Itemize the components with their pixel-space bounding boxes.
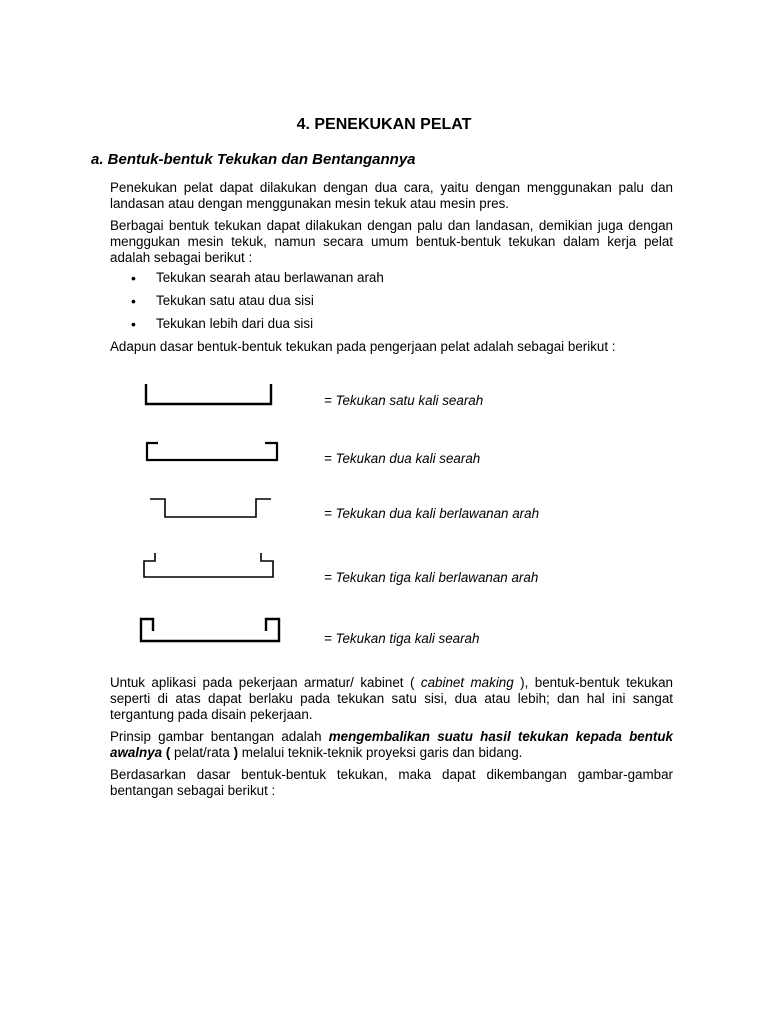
- paragraph-bend-forms: Berbagai bentuk tekukan dapat dilakukan dengan palu dan landasan, demikian juga dengan menggukan mesin tekuk, namun secara umum bentuk-bentuk tekukan dalam kerja pelat adalah sebagai berikut :: [110, 218, 673, 265]
- triple-bend-same-direction-icon: [141, 619, 279, 641]
- figure-label-double-bend-opposite: = Tekukan dua kali berlawanan arah: [324, 506, 540, 521]
- single-bend-icon: [146, 384, 271, 404]
- paragraph-development-drawings: Berdasarkan dasar bentuk-bentuk tekukan, maka dapat dikembangan gambar-gambar bentangan sebagai berikut :: [110, 767, 673, 798]
- figure-label-triple-bend-opposite: = Tekukan tiga kali berlawanan arah: [324, 570, 539, 585]
- paragraph-basic-forms: Adapun dasar bentuk-bentuk tekukan pada pengerjaan pelat adalah sebagai berikut :: [110, 339, 616, 354]
- section-heading: a. Bentuk-bentuk Tekukan dan Bentangannya: [91, 151, 416, 168]
- list-item-text: Tekukan lebih dari dua sisi: [156, 316, 314, 331]
- text-run: melalui teknik-teknik proyeksi garis dan bidang.: [238, 745, 523, 760]
- paragraph-intro: Penekukan pelat dapat dilakukan dengan dua cara, yaitu dengan menggunakan palu dan landasan atau dengan menggunakan mesin tekuk atau mesin pres.: [110, 180, 673, 211]
- list-item-text: Tekukan satu atau dua sisi: [156, 293, 314, 308]
- text-run: Prinsip gambar bentangan adalah: [110, 729, 329, 744]
- bullet-icon: •: [131, 293, 136, 309]
- triple-bend-opposite-direction-icon: [144, 553, 273, 577]
- figure-label-double-bend-same: = Tekukan dua kali searah: [324, 451, 481, 466]
- cabinet-making-term: cabinet making: [420, 675, 514, 690]
- figure-label-triple-bend-same: = Tekukan tiga kali searah: [324, 631, 480, 646]
- text-run: ), bentuk-bentuk tekukan seperti di atas dapat berlaku pada tekukan satu sisi, dua atau lebih; dan hal ini sangat tergantung pada disain pekerjaan.: [110, 675, 673, 722]
- paragraph-development-principle: [110, 729, 673, 761]
- bullet-icon: •: [131, 270, 136, 286]
- paragraph-cabinet-application: [110, 675, 673, 723]
- bracket-open: (: [162, 745, 175, 760]
- text-run: Untuk aplikasi pada pekerjaan armatur/ kabinet (: [110, 675, 421, 690]
- text-run: pelat/rata: [174, 745, 230, 760]
- double-bend-opposite-direction-icon: [150, 499, 271, 517]
- figure-label-single-bend: = Tekukan satu kali searah: [324, 393, 484, 408]
- list-item-text: Tekukan searah atau berlawanan arah: [156, 270, 384, 285]
- bullet-icon: •: [131, 316, 136, 332]
- emphasis-text: mengembalikan suatu hasil tekukan kepada bentuk awalnya: [110, 729, 673, 760]
- double-bend-same-direction-icon: [147, 443, 277, 460]
- page-title: 4. PENEKUKAN PELAT: [296, 116, 472, 133]
- bracket-close: ): [229, 745, 239, 760]
